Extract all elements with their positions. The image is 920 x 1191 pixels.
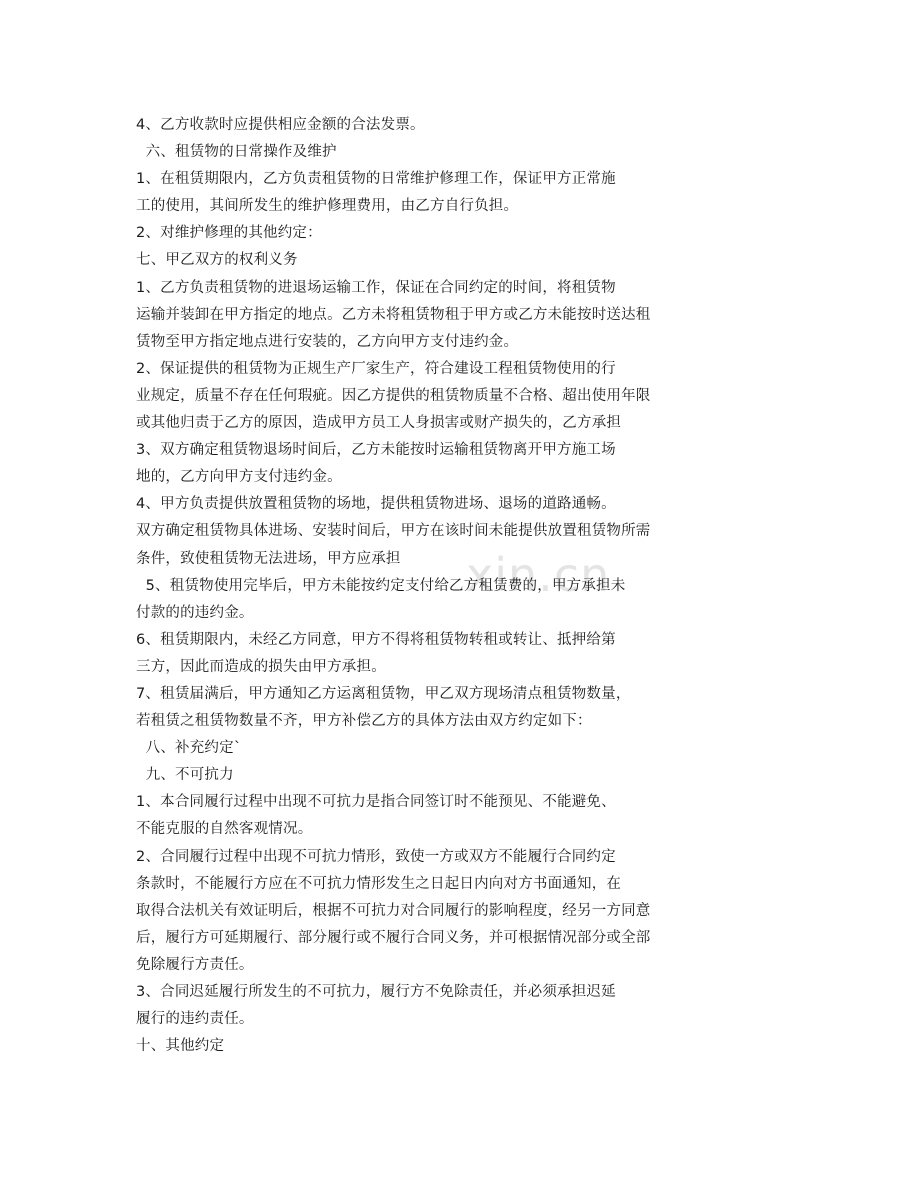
text-line: 双方确定租赁物具体进场、安装时间后，甲方在该时间未能提供放置租赁物所需 — [136, 523, 651, 540]
text-line: 地的，乙方向甲方支付违约金。 — [136, 469, 342, 486]
text-line: 赁物至甲方指定地点进行安装的，乙方向甲方支付违约金。 — [136, 333, 519, 350]
text-line: 3、双方确定租赁物退场时间后，乙方未能按时运输租赁物离开甲方施工场 — [136, 442, 616, 459]
text-line: 1、乙方负责租赁物的进退场运输工作，保证在合同约定的时间，将租赁物 — [136, 279, 616, 296]
text-line: 条件，致使租赁物无法进场，甲方应承担 — [136, 550, 401, 567]
text-line: 3、合同迟延履行所发生的不可抗力，履行方不免除责任，并必须承担迟延 — [136, 984, 616, 1000]
text-line: 5、租赁物使用完毕后，甲方未能按约定支付给乙方租赁费的，甲方承担未 — [136, 577, 626, 594]
text-line: 后，履行方可延期履行、部分履行或不履行合同义务，并可根据情况部分或全部 — [136, 929, 651, 946]
text-line: 4、乙方收款时应提供相应金额的合法发票。 — [136, 117, 425, 133]
text-line: 取得合法机关有效证明后，根据不可抗力对合同履行的影响程度，经另一方同意 — [136, 902, 651, 919]
text-line: 运输并装卸在甲方指定的地点。乙方未将租赁物租于甲方或乙方未能按时送达租 — [136, 306, 651, 323]
text-line: 六、租赁物的日常操作及维护 — [136, 144, 337, 161]
text-line: 1、在租赁期限内，乙方负责租赁物的日常维护修理工作，保证甲方正常施 — [136, 171, 616, 188]
text-line: 履行的违约责任。 — [136, 1011, 254, 1028]
text-line: 1、本合同履行过程中出现不可抗力是指合同签订时不能预见、不能避免、 — [136, 794, 616, 811]
text-line: 八、补充约定` — [136, 740, 242, 757]
text-line: 三方，因此而造成的损失由甲方承担。 — [136, 658, 386, 675]
text-line: 十、其他约定 — [136, 1038, 225, 1055]
text-line: 2、对维护修理的其他约定： — [136, 225, 322, 242]
text-line: 工的使用，其间所发生的维护修理费用，由乙方自行负担。 — [136, 198, 519, 215]
text-line: 付款的的违约金。 — [136, 604, 254, 621]
text-line: 不能克服的自然客观情况。 — [136, 821, 313, 838]
text-line: 6、租赁期限内，未经乙方同意，甲方不得将租赁物转租或转让、抵押给第 — [136, 631, 616, 648]
document-body — [136, 112, 696, 1060]
text-line: 4、甲方负责提供放置租赁物的场地，提供租赁物进场、退场的道路通畅。 — [136, 496, 616, 513]
watermark: xin.cn — [466, 548, 611, 602]
text-line: 7、租赁届满后，甲方通知乙方运离租赁物，甲乙双方现场清点租赁物数量， — [136, 685, 631, 702]
text-line: 2、保证提供的租赁物为正规生产厂家生产，符合建设工程租赁物使用的行 — [136, 360, 616, 377]
text-line: 免除履行方责任。 — [136, 956, 254, 973]
text-line: 若租赁之租赁物数量不齐，甲方补偿乙方的具体方法由双方约定如下： — [136, 713, 592, 730]
text-line: 九、不可抗力 — [136, 767, 234, 784]
text-line: 2、合同履行过程中出现不可抗力情形，致使一方或双方不能履行合同约定 — [136, 848, 616, 865]
text-line: 条款时，不能履行方应在不可抗力情形发生之日起日内向对方书面通知，在 — [136, 875, 622, 892]
text-line: 业规定，质量不存在任何瑕疵。因乙方提供的租赁物质量不合格、超出使用年限 — [136, 387, 651, 404]
text-line: 或其他归责于乙方的原因，造成甲方员工人身损害或财产损失的，乙方承担 — [136, 415, 622, 432]
text-line: 七、甲乙双方的权利义务 — [136, 252, 298, 269]
